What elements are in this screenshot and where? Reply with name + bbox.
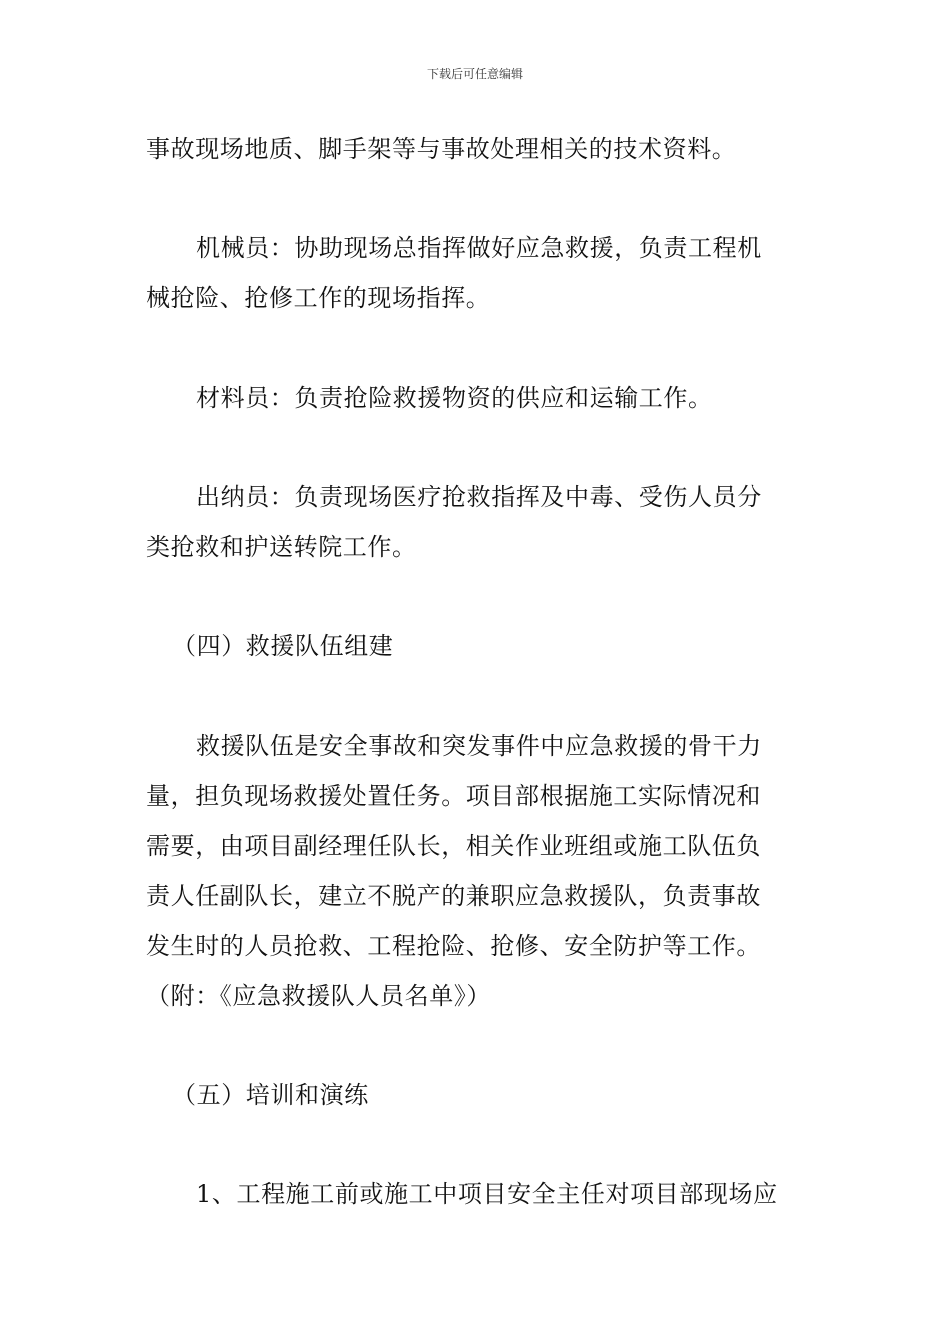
paragraph-line: 发生时的人员抢救、工程抢险、抢修、安全防护等工作。 [146, 932, 761, 960]
paragraph-mechanic [146, 223, 806, 323]
paragraph-line: 机械员：协助现场总指挥做好应急救援，负责工程机 [196, 234, 762, 262]
paragraph-line: 材料员：负责抢险救援物资的供应和运输工作。 [196, 384, 713, 412]
paragraph-line: 责人任副队长，建立不脱产的兼职应急救援队，负责事故 [146, 882, 761, 910]
section-heading: （五）培训和演练 [172, 1081, 369, 1109]
paragraph-line: 救援队伍是安全事故和突发事件中应急救援的骨干力 [196, 732, 762, 760]
paragraph-line: 械抢险、抢修工作的现场指挥。 [146, 284, 491, 312]
paragraph-materials [146, 373, 806, 423]
paragraph-line: 出纳员：负责现场医疗抢救指挥及中毒、受伤人员分 [196, 483, 762, 511]
section-heading-rescue-team [146, 621, 806, 671]
paragraph-line: （附：《应急救援队人员名单》） [146, 982, 491, 1010]
paragraph-line: 1、工程施工前或施工中项目安全主任对项目部现场应 [196, 1180, 778, 1208]
paragraph-technical-data [146, 124, 806, 174]
paragraph-line: 量，担负现场救援处置任务。项目部根据施工实际情况和 [146, 782, 761, 810]
paragraph-training-item-1 [146, 1169, 806, 1219]
paragraph-cashier [146, 472, 806, 572]
paragraph-line: 类抢救和护送转院工作。 [146, 533, 417, 561]
section-heading: （四）救援队伍组建 [172, 632, 394, 660]
paragraph-rescue-team [146, 721, 806, 1021]
paragraph-line: 需要，由项目副经理任队长，相关作业班组或施工队伍负 [146, 832, 761, 860]
paragraph-line: 事故现场地质、脚手架等与事故处理相关的技术资料。 [146, 135, 737, 163]
page-header: 下载后可任意编辑 [426, 67, 523, 81]
section-heading-training [146, 1070, 806, 1120]
